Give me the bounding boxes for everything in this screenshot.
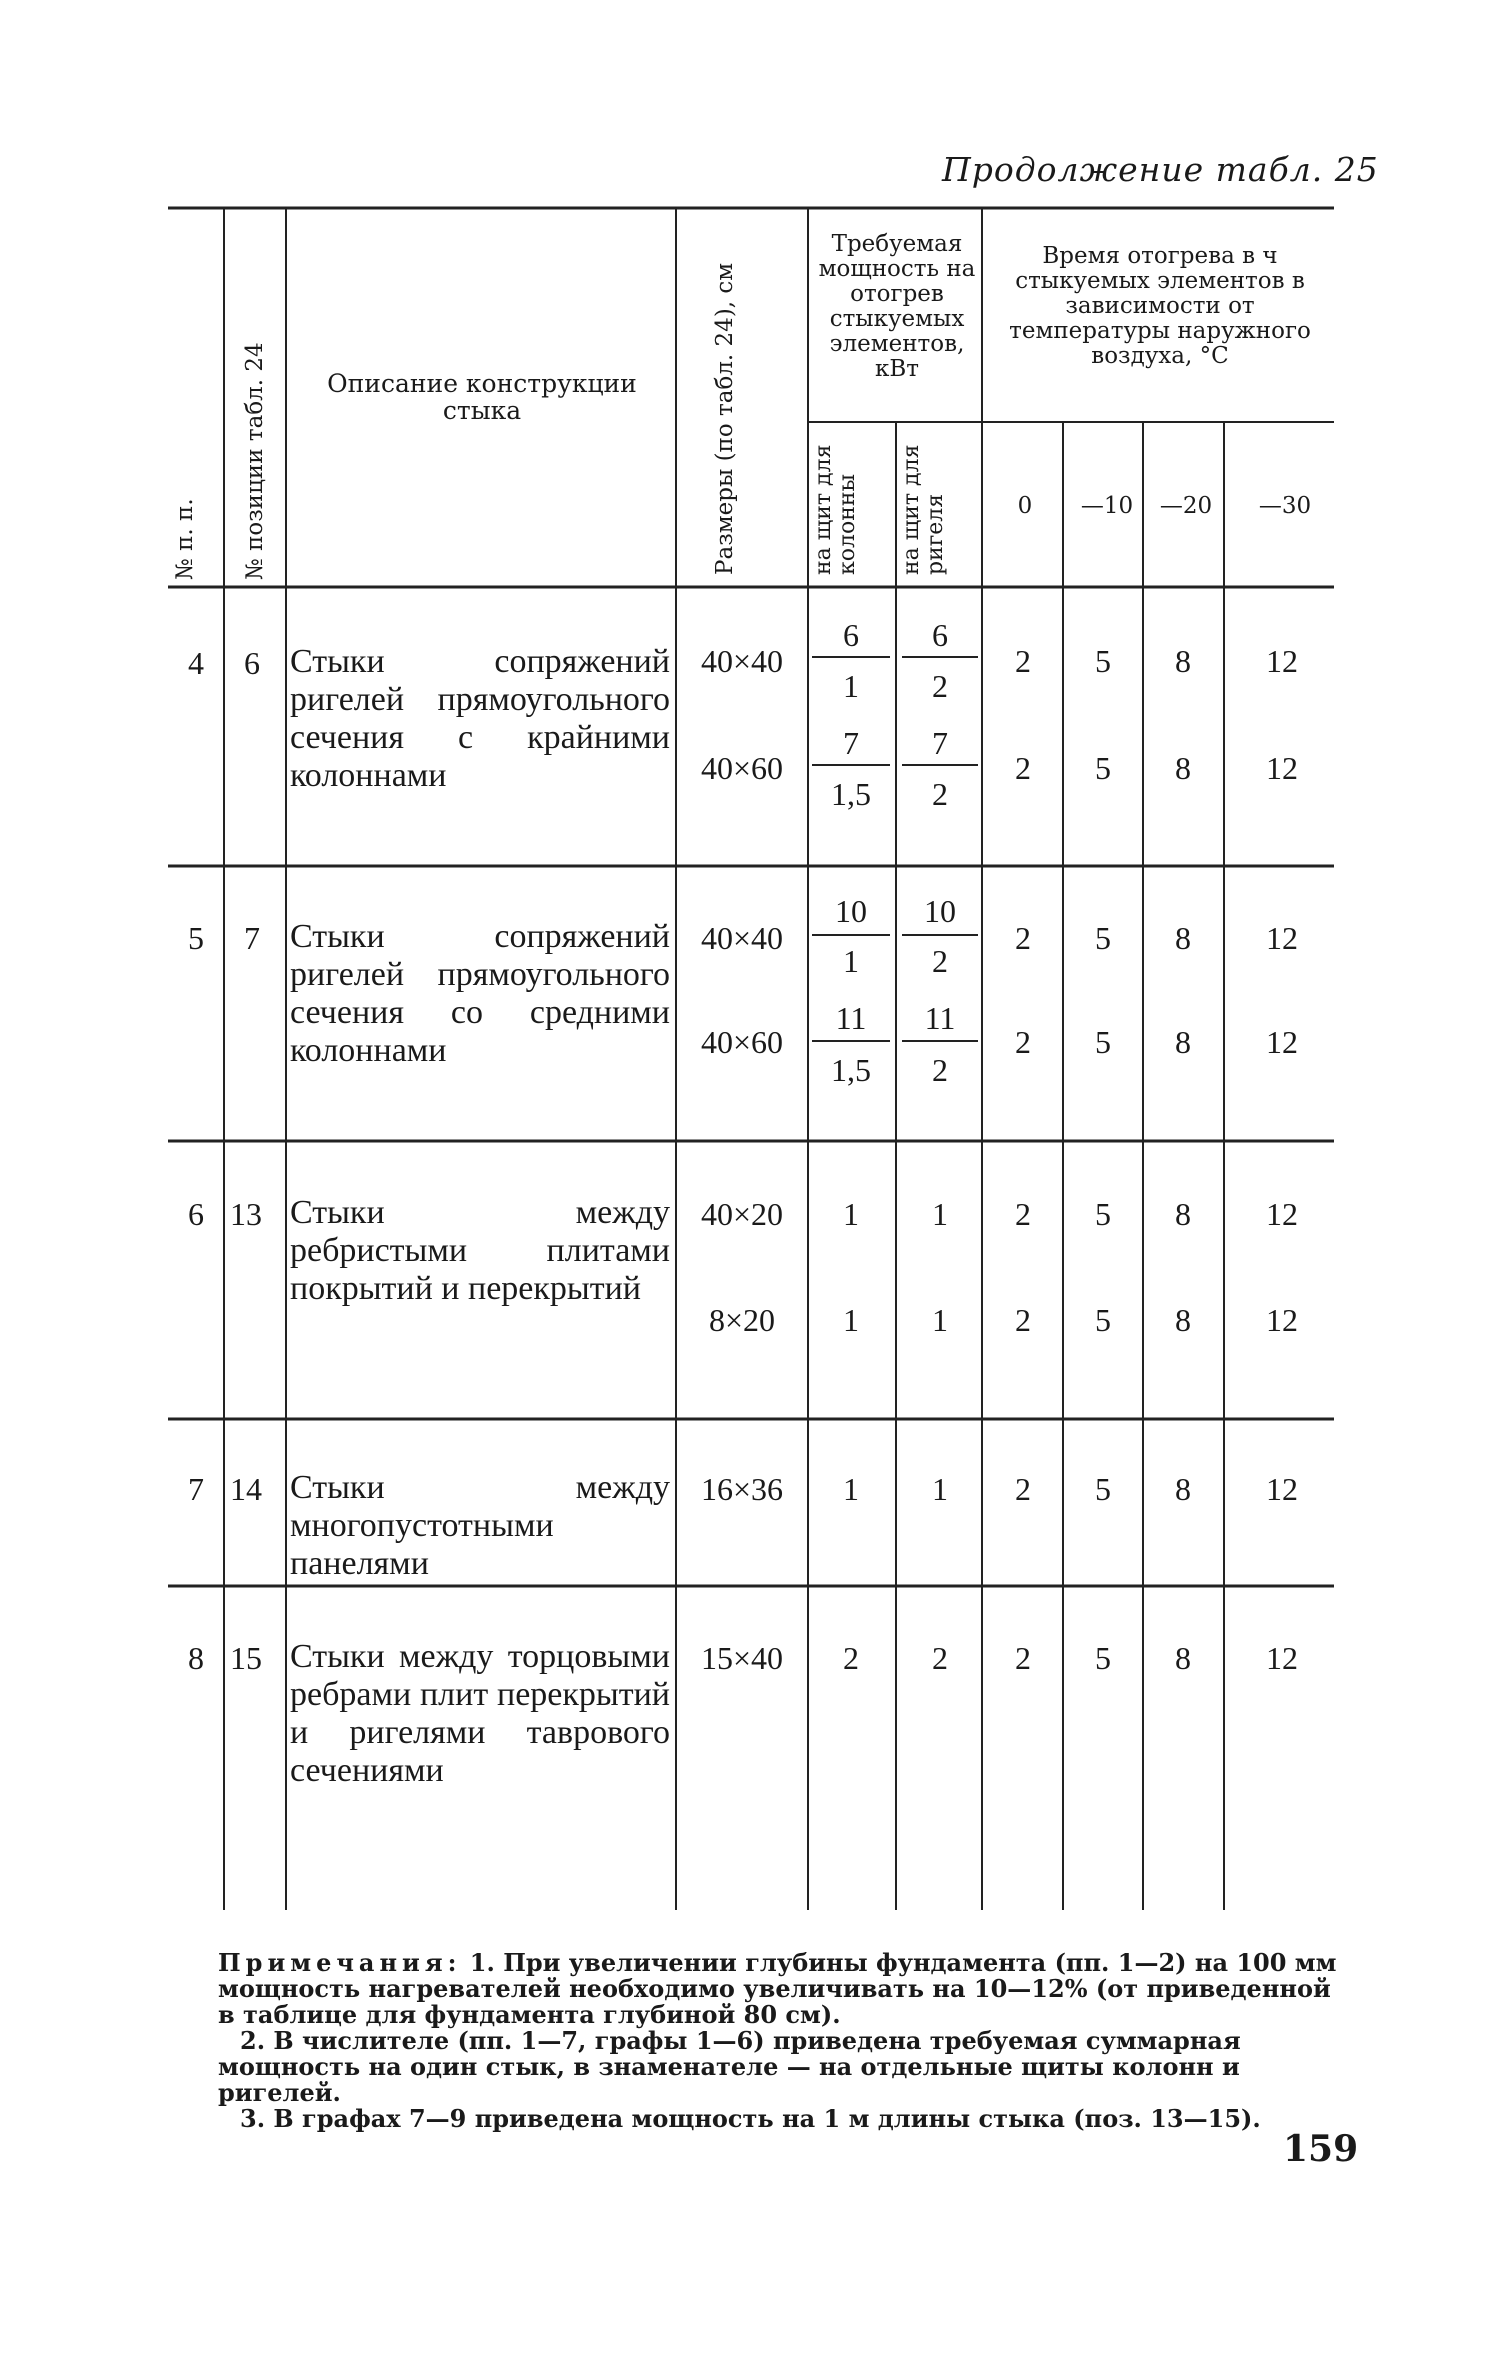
row8-size-1: 15×40 bbox=[700, 1640, 784, 1676]
row4-t0-1: 2 bbox=[1015, 643, 1031, 679]
row6-description: Стыки между ребристыми плитами покрытий и перекрытий bbox=[290, 1194, 670, 1307]
row7-pos: 14 bbox=[230, 1471, 262, 1507]
row6-col-1: 1 bbox=[843, 1196, 859, 1232]
row4-t10-1: 5 bbox=[1095, 643, 1111, 679]
row5-col-den-1: 1 bbox=[843, 943, 859, 979]
row7-t20-1: 8 bbox=[1175, 1471, 1191, 1507]
note-2: 2. В числителе (пп. 1—7, графы 1—6) приведена требуемая суммарная мощность на один стык, в знаменателе — на отдельные щиты колонн и ригелей. bbox=[218, 2026, 1241, 2107]
header-position: № позиции табл. 24 bbox=[242, 342, 268, 580]
row7-col-1: 1 bbox=[843, 1471, 859, 1507]
row4-t10-2: 5 bbox=[1095, 750, 1111, 786]
row8-pos: 15 bbox=[230, 1640, 262, 1676]
note-1: 1. При увеличении глубины фундамента (пп. 1—2) на 100 мм мощность нагревателей необходимо увеличивать на 10—12% (от приведенной в таблице для фундамента глубиной 80 см). bbox=[218, 1948, 1337, 2029]
row4-col-den-1: 1 bbox=[843, 668, 859, 704]
header-size: Размеры (по табл. 24), см bbox=[712, 262, 738, 575]
row8-description: Стыки между торцовыми ребрами плит перекрытий и ригелями таврового сечениями bbox=[290, 1638, 670, 1789]
row5-t30-1: 12 bbox=[1266, 920, 1298, 956]
row5-beam-den-2: 2 bbox=[932, 1052, 948, 1088]
row6-beam-1: 1 bbox=[932, 1196, 948, 1232]
continuation-caption: Продолжение табл. 25 bbox=[942, 150, 1379, 189]
row4-pos: 6 bbox=[244, 645, 260, 681]
row5-t0-2: 2 bbox=[1015, 1024, 1031, 1060]
row6-beam-2: 1 bbox=[932, 1302, 948, 1338]
row5-t10-1: 5 bbox=[1095, 920, 1111, 956]
row6-size-1: 40×20 bbox=[700, 1196, 784, 1232]
row4-t0-2: 2 bbox=[1015, 750, 1031, 786]
row4-beam-num-1: 6 bbox=[932, 617, 948, 653]
row5-t0-1: 2 bbox=[1015, 920, 1031, 956]
row7-beam-1: 1 bbox=[932, 1471, 948, 1507]
row6-num: 6 bbox=[188, 1196, 204, 1232]
row4-description: Стыки сопряжений ригелей прямоугольного сечения с крайними колоннами bbox=[290, 643, 670, 794]
row4-beam-den-1: 2 bbox=[932, 668, 948, 704]
header-power-beam: на щит для ригеля bbox=[899, 444, 948, 575]
row6-t10-1: 5 bbox=[1095, 1196, 1111, 1232]
row5-t10-2: 5 bbox=[1095, 1024, 1111, 1060]
row4-t30-2: 12 bbox=[1266, 750, 1298, 786]
row6-t0-1: 2 bbox=[1015, 1196, 1031, 1232]
row8-num: 8 bbox=[188, 1640, 204, 1676]
row4-t20-1: 8 bbox=[1175, 643, 1191, 679]
row5-col-den-2: 1,5 bbox=[831, 1052, 871, 1088]
notes-label: Примечания: bbox=[218, 1948, 462, 1977]
row5-t20-1: 8 bbox=[1175, 920, 1191, 956]
row6-t30-2: 12 bbox=[1266, 1302, 1298, 1338]
row4-size-1: 40×40 bbox=[700, 643, 784, 679]
row5-size-2: 40×60 bbox=[700, 1024, 784, 1060]
row8-t20-1: 8 bbox=[1175, 1640, 1191, 1676]
row5-col-num-1: 10 bbox=[835, 893, 867, 929]
row6-size-2: 8×20 bbox=[708, 1302, 776, 1338]
row7-description: Стыки между многопустотными панелями bbox=[290, 1469, 670, 1582]
row5-beam-num-2: 11 bbox=[924, 1000, 956, 1036]
row8-t0-1: 2 bbox=[1015, 1640, 1031, 1676]
notes-block bbox=[218, 1950, 1338, 2132]
row6-pos: 13 bbox=[230, 1196, 262, 1232]
header-time: Время отогрева в ч стыкуемых элементов в зависимости от температуры наружного воздуха, °С bbox=[1009, 243, 1311, 369]
header-description: Описание конструкции стыка bbox=[327, 369, 637, 425]
row8-t10-1: 5 bbox=[1095, 1640, 1111, 1676]
row6-t20-1: 8 bbox=[1175, 1196, 1191, 1232]
row4-t20-2: 8 bbox=[1175, 750, 1191, 786]
row5-beam-den-1: 2 bbox=[932, 943, 948, 979]
row7-t30-1: 12 bbox=[1266, 1471, 1298, 1507]
row7-num: 7 bbox=[188, 1471, 204, 1507]
row5-beam-num-1: 10 bbox=[924, 893, 956, 929]
header-power: Требуемая мощность на отогрев стыкуемых элементов, кВт bbox=[818, 231, 976, 382]
row6-t10-2: 5 bbox=[1095, 1302, 1111, 1338]
row7-t10-1: 5 bbox=[1095, 1471, 1111, 1507]
header-num: № п. п. bbox=[172, 498, 198, 580]
row4-beam-den-2: 2 bbox=[932, 776, 948, 812]
header-temp-20: —20 bbox=[1159, 493, 1213, 519]
page-number: 159 bbox=[1283, 2128, 1359, 2170]
row5-pos: 7 bbox=[244, 920, 260, 956]
row4-col-num-1: 6 bbox=[843, 617, 859, 653]
row6-t30-1: 12 bbox=[1266, 1196, 1298, 1232]
row4-col-den-2: 1,5 bbox=[831, 776, 871, 812]
row4-beam-num-2: 7 bbox=[932, 725, 948, 761]
header-temp-0: 0 bbox=[1017, 493, 1033, 519]
row7-size-1: 16×36 bbox=[700, 1471, 784, 1507]
row5-description: Стыки сопряжений ригелей прямоугольного сечения со средними колоннами bbox=[290, 918, 670, 1069]
header-temp-30: —30 bbox=[1258, 493, 1312, 519]
row5-t20-2: 8 bbox=[1175, 1024, 1191, 1060]
row7-t0-1: 2 bbox=[1015, 1471, 1031, 1507]
row8-col-1: 2 bbox=[843, 1640, 859, 1676]
row6-t0-2: 2 bbox=[1015, 1302, 1031, 1338]
row4-num: 4 bbox=[188, 645, 204, 681]
row5-num: 5 bbox=[188, 920, 204, 956]
row8-t30-1: 12 bbox=[1266, 1640, 1298, 1676]
header-power-column: на щит для колонны bbox=[811, 444, 860, 575]
row4-t30-1: 12 bbox=[1266, 643, 1298, 679]
row5-t30-2: 12 bbox=[1266, 1024, 1298, 1060]
row5-size-1: 40×40 bbox=[700, 920, 784, 956]
row4-col-num-2: 7 bbox=[843, 725, 859, 761]
row6-t20-2: 8 bbox=[1175, 1302, 1191, 1338]
header-temp-10: —10 bbox=[1080, 493, 1134, 519]
row4-size-2: 40×60 bbox=[700, 750, 784, 786]
row8-beam-1: 2 bbox=[932, 1640, 948, 1676]
row5-col-num-2: 11 bbox=[835, 1000, 867, 1036]
row6-col-2: 1 bbox=[843, 1302, 859, 1338]
note-3: 3. В графах 7—9 приведена мощность на 1 м длины стыка (поз. 13—15). bbox=[240, 2104, 1261, 2133]
